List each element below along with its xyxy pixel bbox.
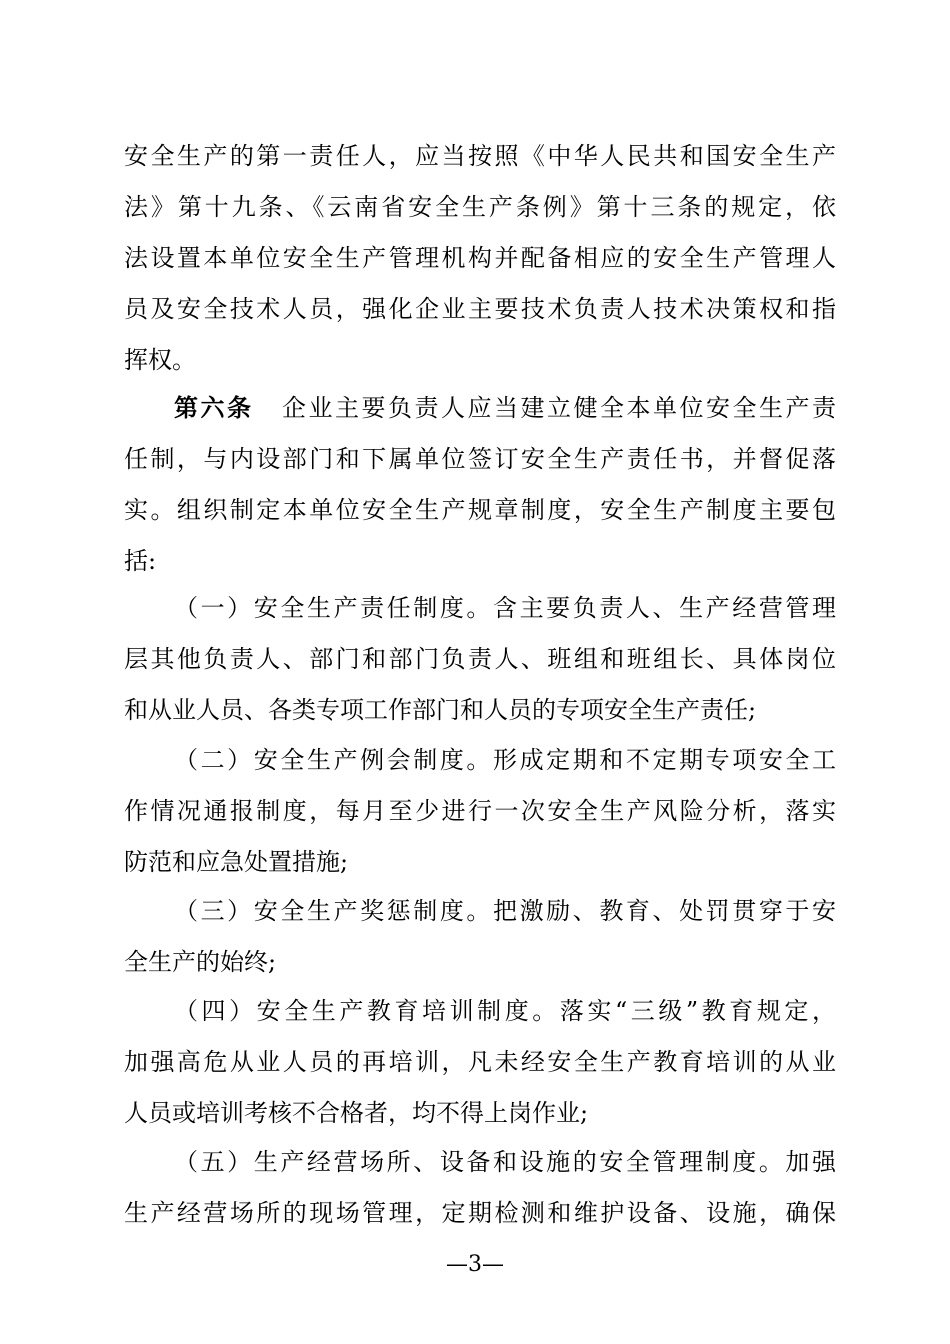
text-line: 人员或培训考核不合格者，均不得上岗作业; (124, 1099, 589, 1127)
list-item-four (124, 986, 836, 1139)
article-text: 企业主要负责人应当建立健全本单位安全生产责 (279, 394, 836, 422)
text-line: （五）生产经营场所、设备和设施的安全管理制度。加强 (174, 1148, 836, 1176)
text-line: 法设置本单位安全生产管理机构并配备相应的安全生产管理人 (124, 244, 836, 272)
page-number: —3— (446, 1252, 504, 1277)
text-line: （二）安全生产例会制度。形成定期和不定期专项安全工 (174, 746, 836, 774)
list-item-three (124, 886, 836, 988)
text-line: 全生产的始终; (124, 948, 277, 976)
text-line: （一）安全生产责任制度。含主要负责人、生产经营管理 (174, 594, 836, 622)
text-line: 员及安全技术人员，强化企业主要技术负责人技术决策权和指 (124, 295, 836, 323)
text-line: 括: (124, 547, 157, 575)
text-line: 实。组织制定本单位安全生产规章制度，安全生产制度主要包 (124, 496, 836, 524)
text-line: 任制，与内设部门和下属单位签订安全生产责任书，并督促落 (124, 445, 836, 473)
list-item-five (124, 1137, 836, 1239)
list-item-two (124, 735, 836, 888)
article-six (124, 383, 836, 587)
list-item-one (124, 583, 836, 736)
text-line: 层其他负责人、部门和部门负责人、班组和班组长、具体岗位 (124, 645, 836, 673)
text-line: 作情况通报制度，每月至少进行一次安全生产风险分析，落实 (124, 797, 836, 825)
text-line: 安全生产的第一责任人，应当按照《中华人民共和国安全生产 (124, 142, 836, 170)
paragraph-continuation (124, 131, 836, 386)
text-line: 生产经营场所的现场管理，定期检测和维护设备、设施，确保 (124, 1199, 836, 1227)
text-line: 和从业人员、各类专项工作部门和人员的专项安全生产责任; (124, 696, 757, 724)
text-line: 防范和应急处置措施; (124, 848, 349, 876)
text-line: （四）安全生产教育培训制度。落实“三级”教育规定， (174, 997, 836, 1025)
text-line: （三）安全生产奖惩制度。把激励、教育、处罚贯穿于安 (174, 897, 836, 925)
text-line: 加强高危从业人员的再培训，凡未经安全生产教育培训的从业 (124, 1048, 836, 1076)
text-line: 挥权。 (124, 346, 196, 374)
text-line: 法》第十九条、《云南省安全生产条例》第十三条的规定，依 (124, 193, 836, 221)
article-six-first-line (124, 383, 836, 434)
article-heading: 第六条 (174, 394, 254, 422)
